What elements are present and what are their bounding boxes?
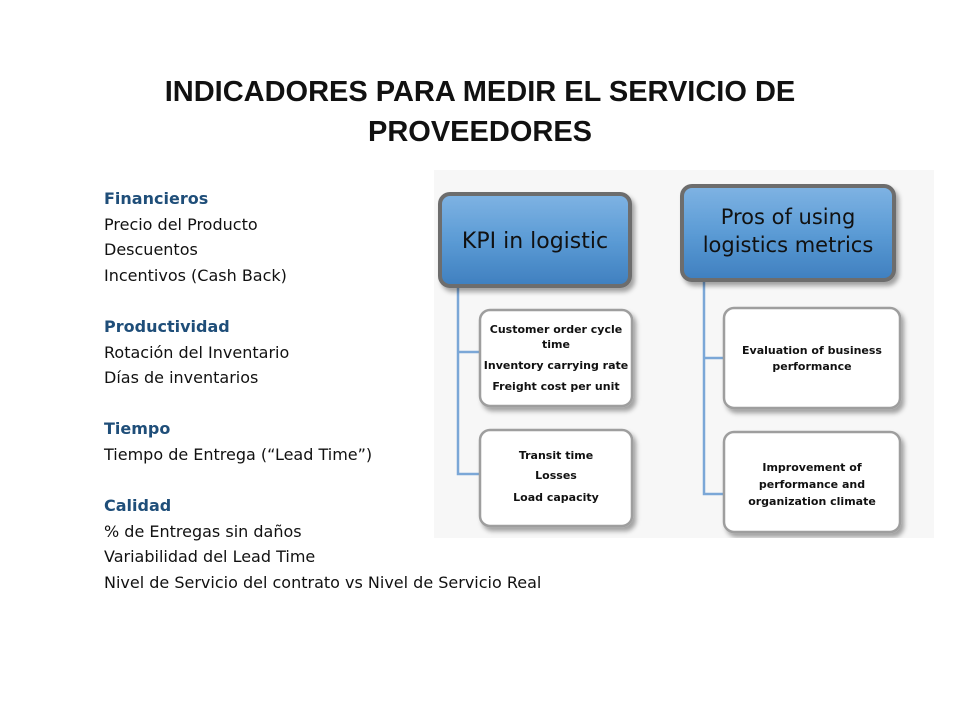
list-item: Días de inventarios <box>104 368 259 388</box>
group-heading: Productividad <box>104 316 230 336</box>
slide-title-line-1: INDICADORES PARA MEDIR EL SERVICIO DE <box>164 76 796 108</box>
pros-header-line: Pros of using <box>720 205 856 229</box>
list-item: Precio del Producto <box>104 214 258 234</box>
pros-box-1 <box>724 308 900 408</box>
slide-title <box>0 72 960 152</box>
list-item: Tiempo de Entrega (“Lead Time”) <box>104 444 373 464</box>
pros-header-line: logistics metrics <box>702 233 874 257</box>
pros-box-1-line: Evaluation of business <box>742 344 882 357</box>
kpi-box-1-line: Customer order cycle <box>489 323 623 336</box>
group-heading: Financieros <box>104 189 209 208</box>
list-item: Variabilidad del Lead Time <box>104 547 316 567</box>
group-heading: Tiempo <box>104 419 171 439</box>
kpi-box-1-line: Inventory carrying rate <box>483 359 629 372</box>
list-item: Incentivos (Cash Back) <box>104 265 287 285</box>
list-item: Rotación del Inventario <box>104 342 290 362</box>
kpi-box-1-line: time <box>542 338 570 351</box>
list-item: % de Entregas sin daños <box>104 521 302 541</box>
kpi-diagram-image <box>434 170 934 538</box>
pros-header-box <box>682 186 894 280</box>
pros-box-2-line: organization climate <box>748 495 876 508</box>
kpi-box-2-line: Transit time <box>518 449 594 462</box>
slide-title-line-2: PROVEEDORES <box>368 116 592 148</box>
kpi-diagram-svg <box>434 170 934 538</box>
pros-box-2-line: performance and <box>758 478 866 491</box>
pros-box-2 <box>724 432 900 532</box>
pros-box-2-line: Improvement of <box>762 461 862 474</box>
kpi-header-box <box>440 194 630 286</box>
kpi-box-2-line: Load capacity <box>513 491 599 504</box>
kpi-box-1 <box>480 310 632 406</box>
list-item: Descuentos <box>104 240 198 260</box>
list-item: Nivel de Servicio del contrato vs Nivel de Servicio Real <box>104 572 542 592</box>
kpi-box-2 <box>480 430 632 526</box>
kpi-header-text: KPI in logistic <box>461 229 609 254</box>
kpi-box-1-line: Freight cost per unit <box>492 380 620 393</box>
kpi-box-2-line: Losses <box>535 469 577 482</box>
group-heading: Calidad <box>104 496 172 516</box>
pros-box-1-line: performance <box>772 360 852 373</box>
